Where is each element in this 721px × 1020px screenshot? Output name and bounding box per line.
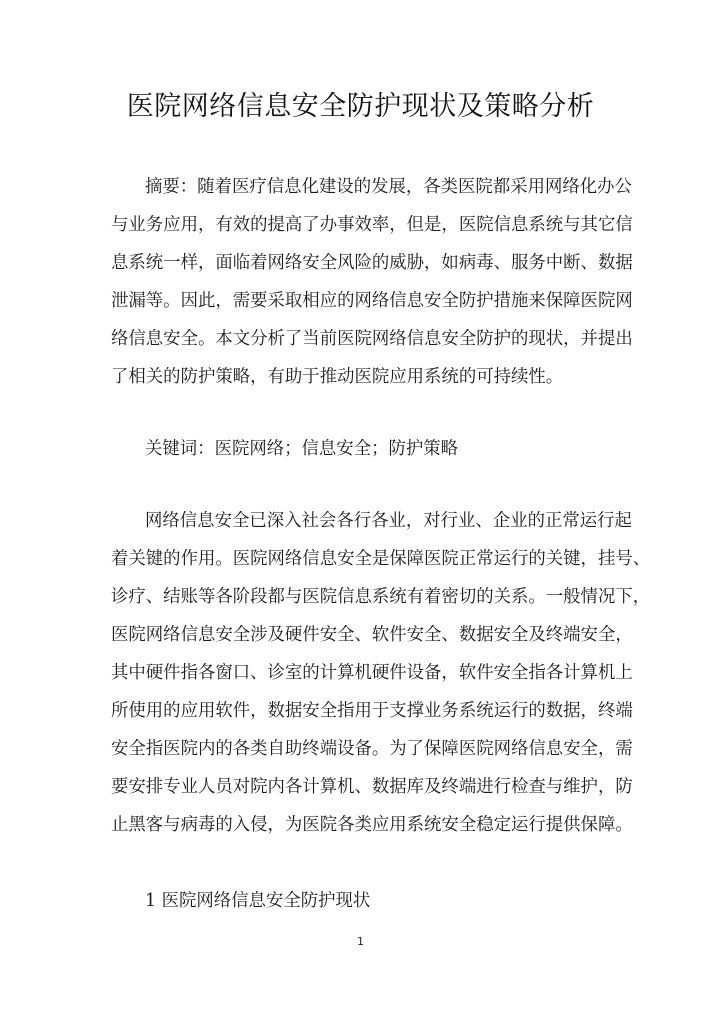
body-line: 止黑客与病毒的入侵，为医院各类应用系统安全稳定运行提供保障。 [111, 815, 633, 835]
body-line: 医院网络信息安全涉及硬件安全、软件安全、数据安全及终端安全， [111, 625, 633, 645]
page-number: 1 [357, 935, 364, 948]
body-line: 诊疗、结账等各阶段都与医院信息系统有着密切的关系。一般情况下， [111, 587, 651, 607]
keywords-paragraph [111, 430, 611, 468]
intro-paragraph [111, 502, 651, 844]
body-line: 要安排专业人员对院内各计算机、数据库及终端进行检查与维护，防 [111, 777, 633, 797]
body-line: 其中硬件指各窗口、诊室的计算机硬件设备，软件安全指各计算机上 [111, 663, 633, 683]
body-line: 着关键的作用。医院网络信息安全是保障医院正常运行的关键，挂号、 [111, 549, 651, 569]
abstract-line: 与业务应用，有效的提高了办事效率，但是，医院信息系统与其它信 [111, 215, 633, 235]
abstract-line: 了相关的防护策略，有助于推动医院应用系统的可持续性。 [111, 367, 564, 387]
abstract-line: 摘要：随着医疗信息化建设的发展，各类医院都采用网络化办公 [145, 177, 632, 197]
document-title: 医院网络信息安全防护现状及策略分析 [126, 91, 595, 122]
abstract-line: 泄漏等。因此，需要采取相应的网络信息安全防护措施来保障医院网 [111, 291, 633, 311]
body-line: 所使用的应用软件，数据安全指用于支撑业务系统运行的数据，终端 [111, 701, 633, 721]
section-heading: 1 医院网络信息安全防护现状 [145, 891, 371, 911]
abstract-line: 络信息安全。本文分析了当前医院网络信息安全防护的现状，并提出 [111, 329, 633, 349]
abstract-line: 息系统一样，面临着网络安全风险的威胁，如病毒、服务中断、数据 [111, 253, 633, 273]
abstract-paragraph [111, 168, 633, 396]
body-line: 安全指医院内的各类自助终端设备。为了保障医院网络信息安全，需 [111, 739, 633, 759]
body-line: 网络信息安全已深入社会各行各业，对行业、企业的正常运行起 [145, 511, 632, 531]
keywords-line: 关键词：医院网络；信息安全；防护策略 [145, 439, 459, 459]
